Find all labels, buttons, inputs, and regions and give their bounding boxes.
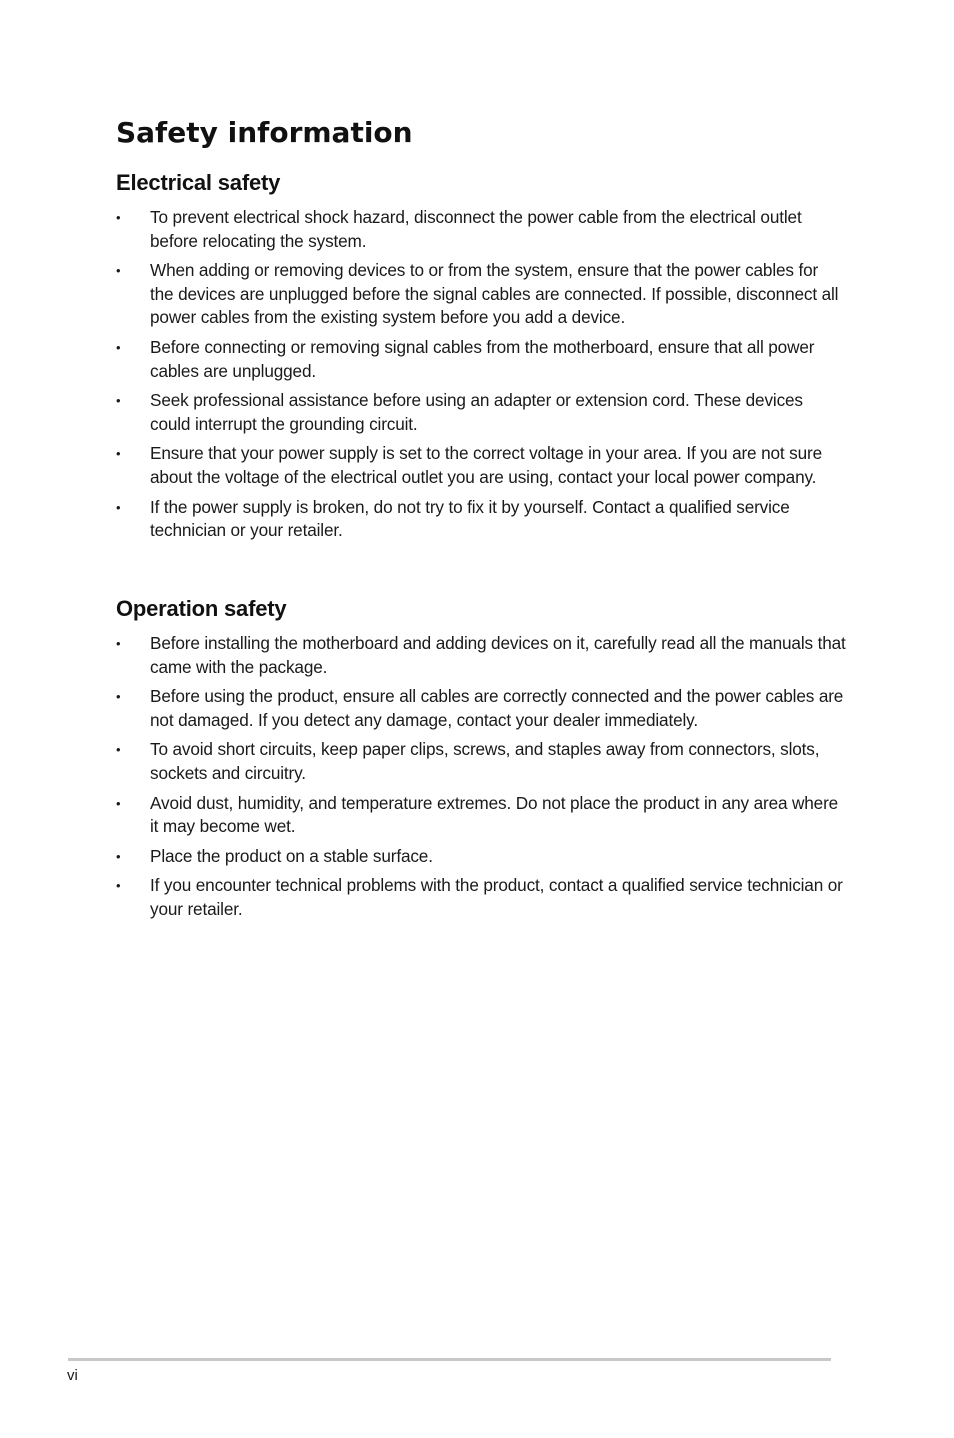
list-item-text: Ensure that your power supply is set to the correct voltage in your area. If you are not sure about the voltage of the electrical outlet you are using, contact your local power company. xyxy=(150,443,822,487)
page-title: Safety information xyxy=(116,116,413,149)
list-item xyxy=(116,206,846,253)
list-item xyxy=(116,336,846,383)
list-item-text: If you encounter technical problems with the product, contact a qualified service technician or your retailer. xyxy=(150,875,843,919)
list-item-text: Before using the product, ensure all cables are correctly connected and the power cables are not damaged. If you detect any damage, contact your dealer immediately. xyxy=(150,686,844,730)
footer-divider xyxy=(68,1358,831,1361)
list-item-text: When adding or removing devices to or from the system, ensure that the power cables for the devices are unplugged before the signal cables are connected. If possible, disconnect all power cables from the existing system before you add a device. xyxy=(150,260,839,328)
list-item-text: Before installing the motherboard and adding devices on it, carefully read all the manuals that came with the package. xyxy=(150,633,846,677)
bullet-icon: • xyxy=(116,878,121,894)
list-item xyxy=(116,259,846,330)
list-item xyxy=(116,792,846,839)
bullet-icon: • xyxy=(116,446,121,462)
page-number: vi xyxy=(67,1367,78,1384)
list-item-text: Place the product on a stable surface. xyxy=(150,845,433,866)
list-item-text: To prevent electrical shock hazard, disconnect the power cable from the electrical outlet before relocating the system. xyxy=(150,207,802,251)
bullet-icon: • xyxy=(116,742,121,758)
list-item xyxy=(116,632,846,679)
electrical-safety-heading: Electrical safety xyxy=(116,170,281,195)
bullet-icon: • xyxy=(116,393,121,409)
list-item-text: Before connecting or removing signal cables from the motherboard, ensure that all power cables are unplugged. xyxy=(150,336,815,381)
list-item xyxy=(116,442,846,489)
list-item xyxy=(116,845,846,869)
bullet-icon: • xyxy=(116,848,121,864)
bullet-icon: • xyxy=(116,263,121,279)
bullet-icon: • xyxy=(116,210,121,225)
operation-safety-list xyxy=(116,632,846,922)
bullet-icon: • xyxy=(116,339,121,355)
list-item xyxy=(116,389,846,436)
list-item-text: Avoid dust, humidity, and temperature extremes. Do not place the product in any area where it may become wet. xyxy=(150,792,839,837)
electrical-safety-list xyxy=(116,206,846,543)
list-item xyxy=(116,738,846,785)
list-item-text: Seek professional assistance before using an adapter or extension cord. These devices could interrupt the grounding circuit. xyxy=(150,390,803,434)
operation-safety-section xyxy=(116,592,846,928)
bullet-icon: • xyxy=(116,689,121,705)
bullet-icon: • xyxy=(116,499,121,515)
list-item-text: To avoid short circuits, keep paper clips, screws, and staples away from connectors, slots, sockets and circuitry. xyxy=(150,739,820,783)
list-item xyxy=(116,685,846,732)
list-item xyxy=(116,496,846,543)
list-item-text: If the power supply is broken, do not try to fix it by yourself. Contact a qualified service technician or your retailer. xyxy=(150,496,790,541)
electrical-safety-section xyxy=(116,166,846,549)
bullet-icon: • xyxy=(116,636,121,651)
bullet-icon: • xyxy=(116,795,121,811)
operation-safety-heading: Operation safety xyxy=(116,596,287,621)
list-item xyxy=(116,874,846,921)
